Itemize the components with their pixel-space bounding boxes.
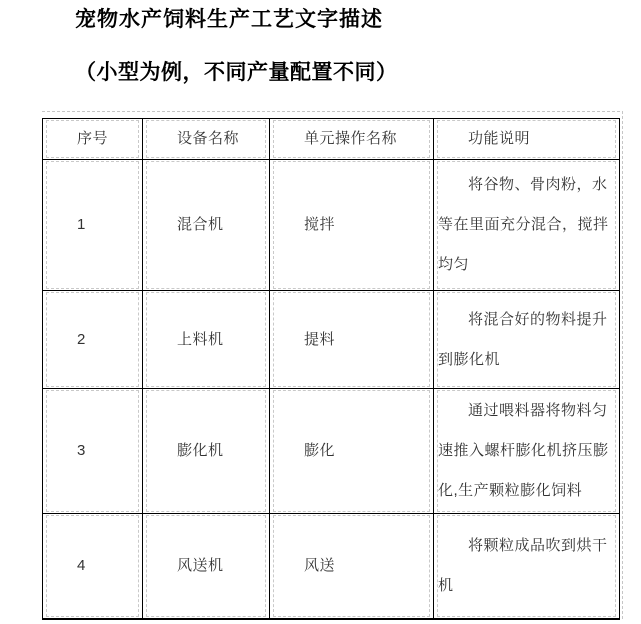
process-table: [42, 118, 620, 620]
seq-cell: 1: [43, 160, 143, 291]
seq-cell: 3: [43, 389, 143, 514]
equipment-cell: 混合机: [143, 160, 270, 291]
table-header-row: [43, 119, 620, 160]
function-cell: 通过喂料器将物料匀速推入螺杆膨化机挤压膨化,生产颗粒膨化饲料: [434, 389, 620, 514]
table-row: [43, 160, 620, 291]
operation-cell: 膨化: [270, 389, 434, 514]
equipment-cell: 上料机: [143, 291, 270, 389]
operation-cell: 搅拌: [270, 160, 434, 291]
page-subtitle: （小型为例，不同产量配置不同）: [75, 60, 398, 84]
table-row: [43, 389, 620, 514]
page-title: 宠物水产饲料生产工艺文字描述: [75, 7, 383, 31]
operation-cell: 提料: [270, 291, 434, 389]
header-equipment-cell: 设备名称: [143, 119, 270, 160]
function-cell: 将颗粒成品吹到烘干机: [434, 514, 620, 619]
header-operation-cell: 单元操作名称: [270, 119, 434, 160]
operation-cell: 风送: [270, 514, 434, 619]
equipment-cell: 膨化机: [143, 389, 270, 514]
seq-cell: 2: [43, 291, 143, 389]
table-row: [43, 514, 620, 619]
process-table-container: [42, 118, 620, 620]
seq-cell: 4: [43, 514, 143, 619]
function-cell: 将谷物、骨肉粉，水等在里面充分混合，搅拌均匀: [434, 160, 620, 291]
table-row: [43, 291, 620, 389]
header-function-cell: 功能说明: [434, 119, 620, 160]
header-seq-cell: 序号: [43, 119, 143, 160]
text-boundary-right-line: [622, 111, 623, 619]
text-boundary-top-line: [42, 111, 620, 112]
equipment-cell: 风送机: [143, 514, 270, 619]
function-cell: 将混合好的物料提升到膨化机: [434, 291, 620, 389]
